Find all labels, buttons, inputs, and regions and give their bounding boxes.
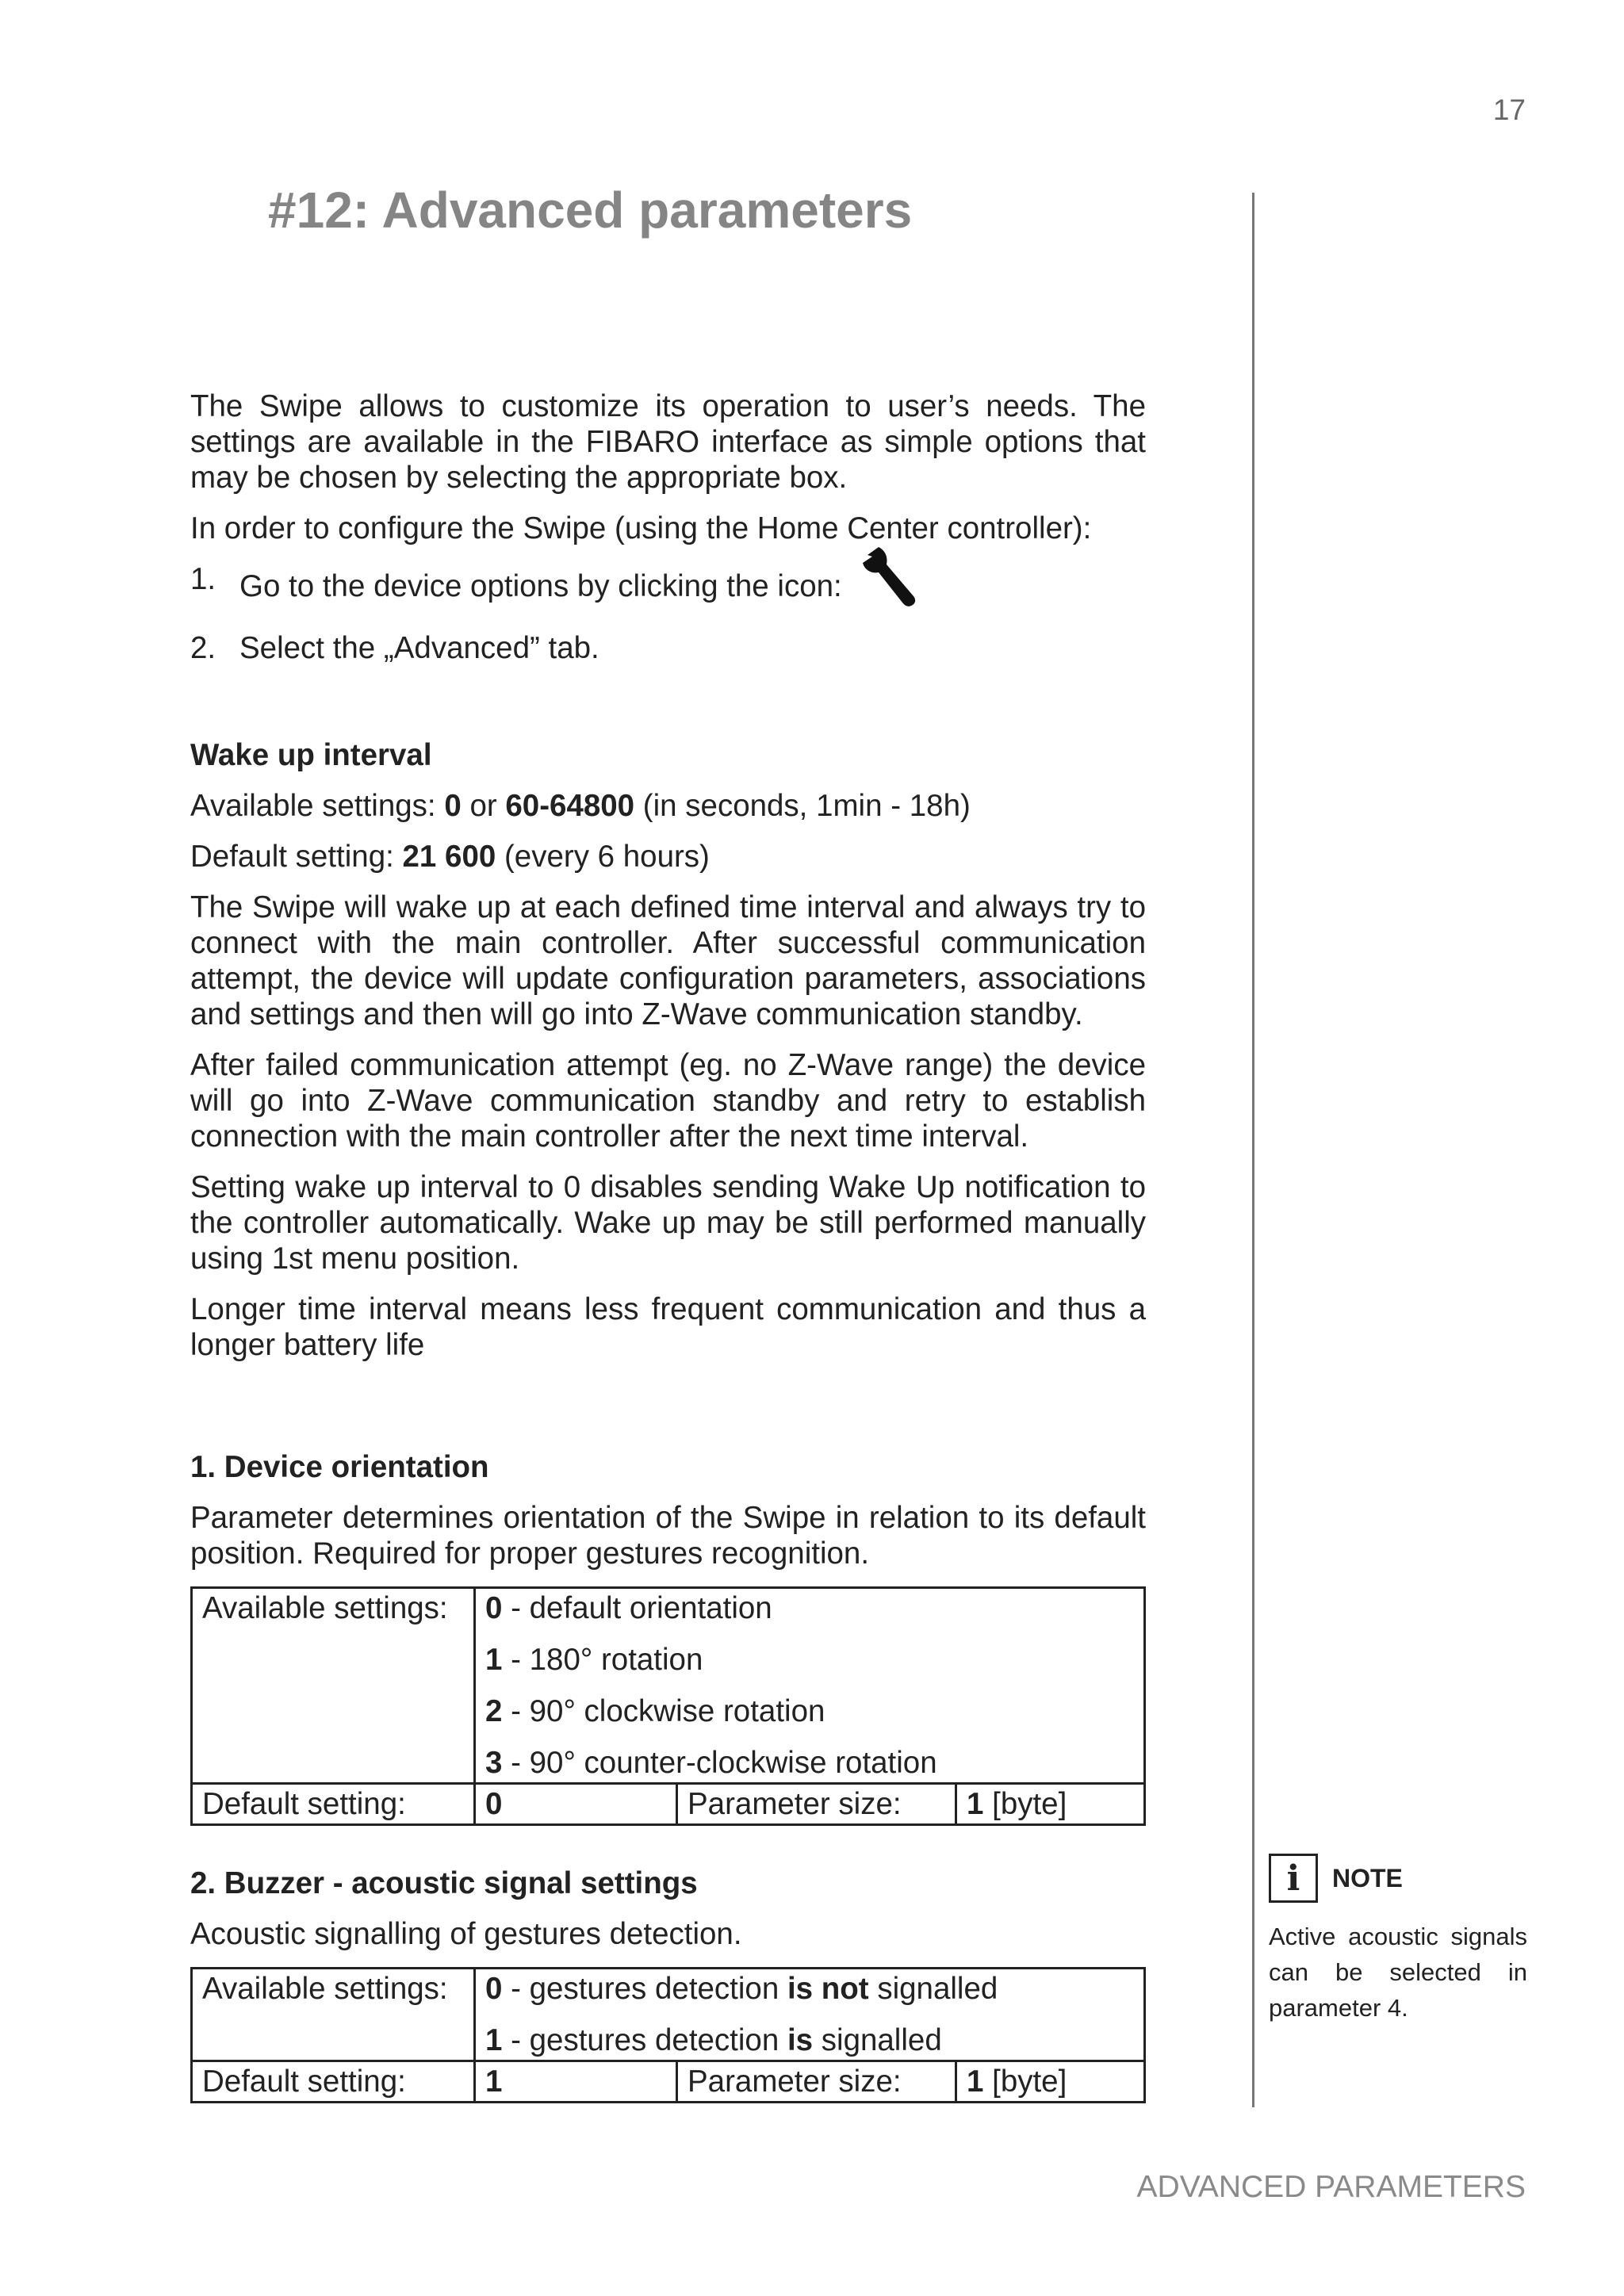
wakeup-paragraph: After failed communication attempt (eg. no Z-Wave range) the device will go into Z-Wave communication standby and retry to establish connection with the main controller after the next time interval. [190, 1048, 1146, 1154]
table-row [192, 1784, 1145, 1825]
options-cell [475, 1969, 1145, 2061]
wakeup-paragraph: Longer time interval means less frequent communication and thus a longer battery life [190, 1292, 1146, 1362]
wakeup-available: Available settings: 0 or 60-64800 (in seconds, 1min - 18h) [190, 789, 971, 823]
step-item [190, 561, 1146, 615]
option-item: 0 - default orientation [485, 1591, 772, 1625]
step-item [190, 630, 1146, 666]
option-item: 2 - 90° clockwise rotation [485, 1694, 825, 1728]
available-label: Available settings: [192, 1969, 475, 2061]
param1-title: 1. Device orientation [190, 1450, 489, 1484]
step-text: Go to the device options by clicking the icon: [239, 569, 842, 604]
configure-steps [190, 561, 1146, 666]
note-box [1269, 1854, 1527, 2026]
table-row [192, 2061, 1145, 2103]
note-header [1269, 1854, 1527, 1903]
available-label: Available settings: [192, 1588, 475, 1784]
param2-table [190, 1967, 1146, 2103]
options-cell [475, 1588, 1145, 1784]
page-number: 17 [1492, 94, 1526, 126]
note-text: Active acoustic signals can be selected in parameter 4. [1269, 1923, 1527, 2022]
default-label: Default setting: [192, 1784, 475, 1825]
margin-divider [1252, 193, 1254, 2107]
option-item: 1 - 180° rotation [485, 1643, 703, 1677]
note-label: NOTE [1332, 1863, 1403, 1892]
step-text: Select the „Advanced” tab. [239, 631, 599, 665]
step-number: 2. [190, 631, 216, 665]
wakeup-paragraph: Setting wake up interval to 0 disables sending Wake Up notification to the controller automatically. Wake up may be still performed manually using 1st menu position. [190, 1170, 1146, 1276]
configure-instruction: In order to configure the Swipe (using the Home Center controller): [190, 511, 1092, 545]
table-row [192, 1588, 1145, 1784]
step-number: 1. [190, 562, 216, 596]
default-value: 1 [475, 2061, 677, 2103]
size-label: Parameter size: [677, 2061, 956, 2103]
param1-description: Parameter determines orientation of the Swipe in relation to its default position. Required for proper gestures recognition. [190, 1501, 1146, 1571]
wrench-icon [861, 545, 920, 615]
param2-description: Acoustic signalling of gestures detection. [190, 1917, 742, 1951]
wakeup-title: Wake up interval [190, 738, 432, 772]
table-row [192, 1969, 1145, 2061]
wakeup-default: Default setting: 21 600 (every 6 hours) [190, 840, 710, 874]
option-item: 1 - gestures detection is signalled [485, 2023, 942, 2057]
chapter-title: #12: Advanced parameters [268, 182, 913, 239]
intro-paragraph: The Swipe allows to customize its operation to user’s needs. The settings are available in the FIBARO interface as simple options that may be chosen by selecting the appropriate box. [190, 389, 1146, 495]
option-item: 3 - 90° counter-clockwise rotation [485, 1746, 937, 1780]
default-label: Default setting: [192, 2061, 475, 2103]
param1-table [190, 1586, 1146, 1826]
size-value: 1 [byte] [956, 1784, 1145, 1825]
size-value: 1 [byte] [956, 2061, 1145, 2103]
wakeup-paragraph: The Swipe will wake up at each defined time interval and always try to connect with the main controller. After successful communication attempt, the device will update configuration parameters, associations and settings and then will go into Z-Wave communication standby. [190, 890, 1146, 1031]
info-icon: i [1269, 1854, 1318, 1903]
param2-title: 2. Buzzer - acoustic signal settings [190, 1866, 698, 1900]
option-item: 0 - gestures detection is not signalled [485, 1972, 998, 2006]
section-footer: ADVANCED PARAMETERS [1136, 2170, 1526, 2204]
size-label: Parameter size: [677, 1784, 956, 1825]
main-content [190, 388, 1146, 2143]
default-value: 0 [475, 1784, 677, 1825]
